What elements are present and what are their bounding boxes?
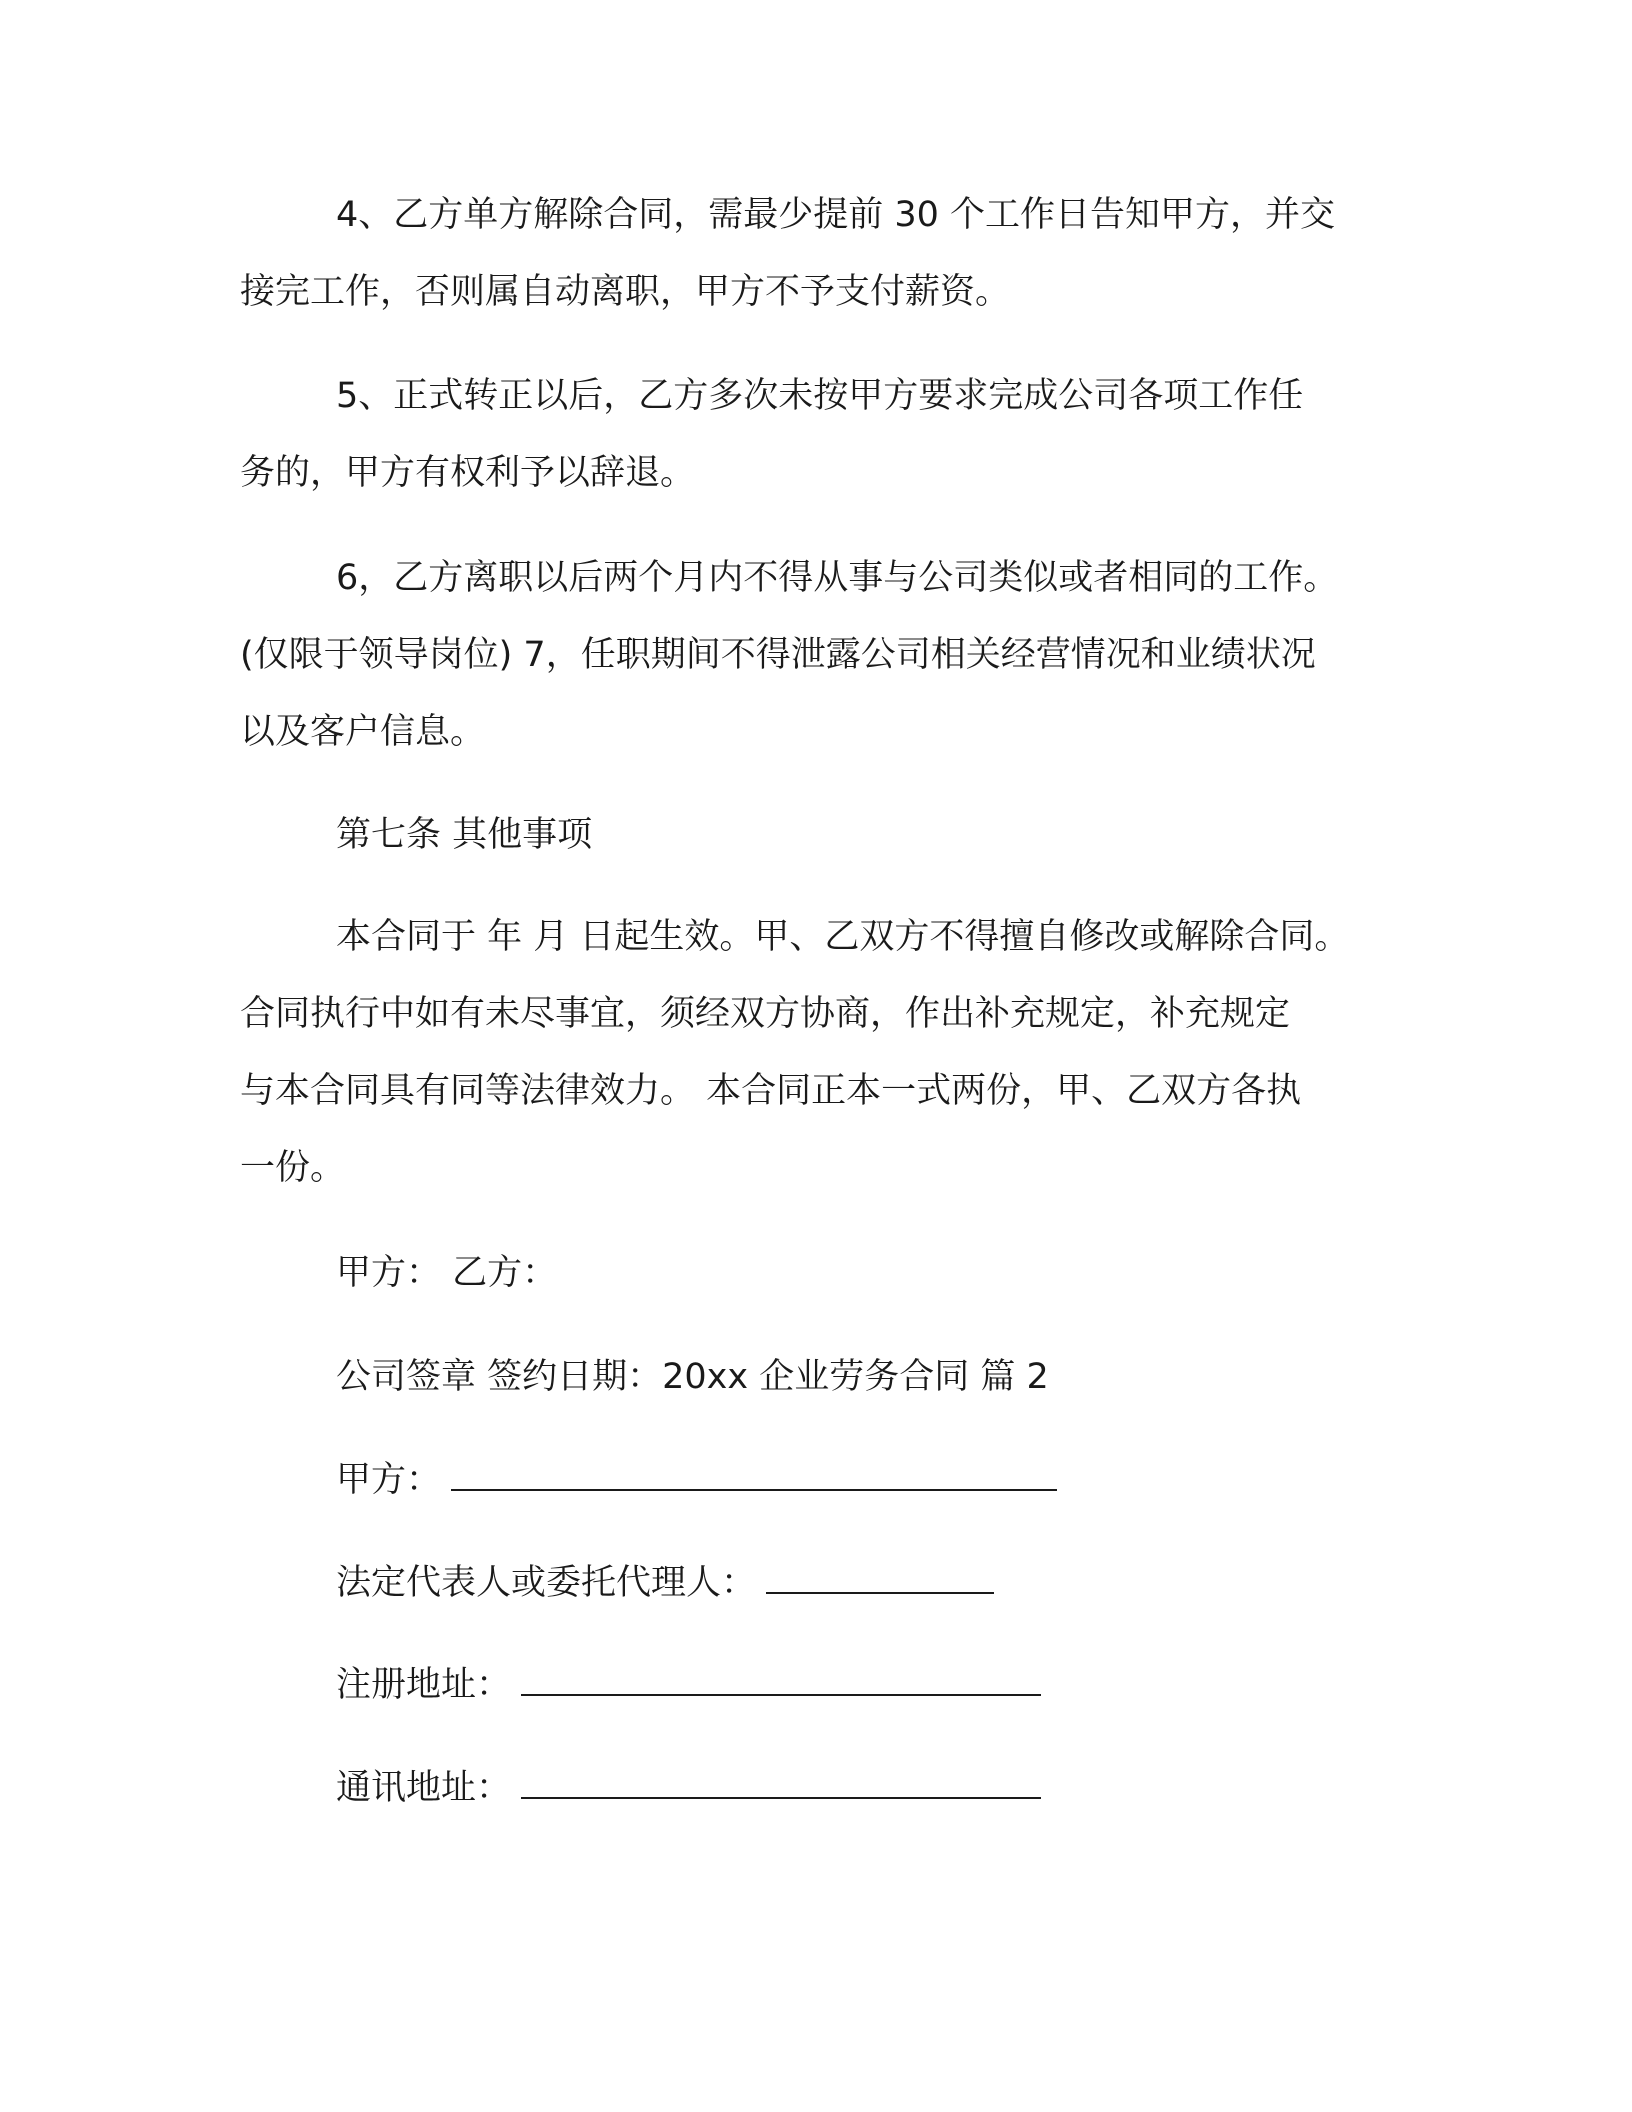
mailing-address-field bbox=[336, 1763, 1041, 1813]
clause-5-paragraph bbox=[240, 358, 1400, 512]
article-7-line-4: 一份。 bbox=[240, 1148, 346, 1188]
representative-label: 法定代表人或委托代理人： bbox=[336, 1563, 757, 1603]
clause-5-line-2: 务的，甲方有权利予以辞退。 bbox=[240, 453, 696, 493]
parties-line: 甲方： 乙方： bbox=[336, 1253, 558, 1293]
clause-6-line-3: 以及客户信息。 bbox=[240, 712, 486, 752]
mailing-address-label: 通讯地址： bbox=[336, 1768, 512, 1808]
clause-4-line-2: 接完工作，否则属自动离职，甲方不予支付薪资。 bbox=[240, 272, 1011, 312]
representative-field bbox=[336, 1558, 994, 1608]
clause-5-line-1: 5、正式转正以后，乙方多次未按甲方要求完成公司各项工作任 bbox=[336, 376, 1304, 416]
clause-6-line-2: (仅限于领导岗位) 7，任职期间不得泄露公司相关经营情况和业绩状况 bbox=[240, 635, 1316, 675]
registered-address-field bbox=[336, 1660, 1041, 1710]
mailing-address-blank bbox=[521, 1765, 1041, 1799]
seal-date-line: 公司签章 签约日期：20xx 企业劳务合同 篇 2 bbox=[336, 1357, 1049, 1397]
registered-address-label: 注册地址： bbox=[336, 1665, 512, 1705]
party-a-field bbox=[336, 1455, 1057, 1505]
party-a-blank bbox=[451, 1457, 1057, 1491]
representative-blank bbox=[766, 1560, 994, 1594]
article-7-paragraph bbox=[240, 899, 1400, 1207]
clause-6-line-1: 6，乙方离职以后两个月内不得从事与公司类似或者相同的工作。 bbox=[336, 558, 1339, 598]
clause-4-line-1: 4、乙方单方解除合同，需最少提前 30 个工作日告知甲方，并交 bbox=[336, 195, 1336, 235]
party-a-label: 甲方： bbox=[336, 1460, 442, 1500]
registered-address-blank bbox=[521, 1662, 1041, 1696]
article-7-line-2: 合同执行中如有未尽事宜，须经双方协商，作出补充规定，补充规定 bbox=[240, 994, 1291, 1034]
article-7-heading: 第七条 其他事项 bbox=[336, 815, 593, 855]
clause-6-paragraph bbox=[240, 540, 1400, 771]
article-7-line-1: 本合同于 年 月 日起生效。甲、乙双方不得擅自修改或解除合同。 bbox=[336, 917, 1350, 957]
clause-4-paragraph bbox=[240, 177, 1400, 331]
article-7-line-3: 与本合同具有同等法律效力。 本合同正本一式两份，甲、乙双方各执 bbox=[240, 1071, 1302, 1111]
